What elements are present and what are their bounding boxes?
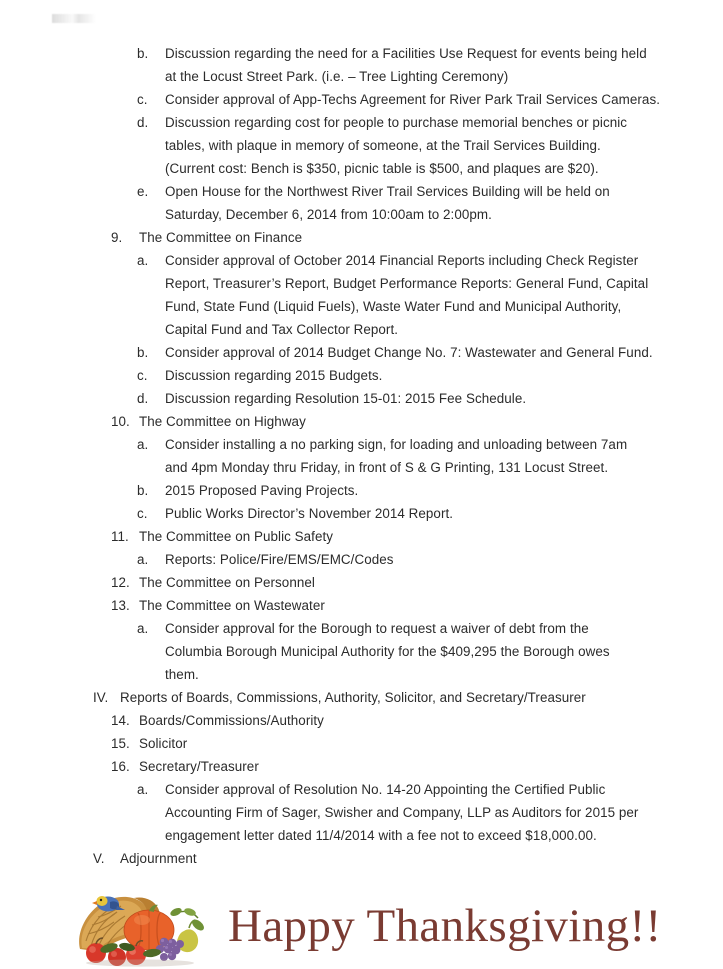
agenda-item-text [165, 42, 723, 88]
agenda-item [0, 755, 723, 778]
agenda-item-marker: 10. [111, 414, 130, 429]
agenda-item-text [165, 180, 723, 226]
agenda-item-text [165, 548, 723, 571]
agenda-item-text [139, 525, 723, 548]
agenda-item-marker: 14. [111, 713, 130, 728]
agenda-item-text [165, 249, 723, 341]
agenda-item-line: Discussion regarding 2015 Budgets. [165, 368, 383, 383]
agenda-item [0, 778, 723, 847]
agenda-item-line: Public Works Director’s November 2014 Report. [165, 506, 454, 521]
agenda-item [0, 525, 723, 548]
agenda-item-marker: a. [137, 437, 149, 452]
agenda-item-line: Reports of Boards, Commissions, Authority, Solicitor, and Secretary/Treasurer [120, 690, 586, 705]
agenda-item-line: Accounting Firm of Sager, Swisher and Company, LLP as Auditors for 2015 per [165, 805, 639, 820]
agenda-item-text [165, 778, 723, 847]
agenda-item-marker: V. [93, 851, 105, 866]
agenda-item-line: 2015 Proposed Paving Projects. [165, 483, 359, 498]
agenda-item-text [139, 594, 723, 617]
thanksgiving-banner [0, 884, 723, 969]
agenda-item-marker: 12. [111, 575, 130, 590]
agenda-item-line: Consider approval of 2014 Budget Change No. 7: Wastewater and General Fund. [165, 345, 653, 360]
agenda-item-line: Secretary/Treasurer [139, 759, 259, 774]
agenda-item-marker: 13. [111, 598, 130, 613]
agenda-item-marker: a. [137, 552, 149, 567]
agenda-item-line: The Committee on Finance [139, 230, 303, 245]
agenda-item-line: Discussion regarding cost for people to purchase memorial benches or picnic [165, 115, 628, 130]
agenda-item-marker: c. [137, 92, 148, 107]
agenda-item-marker: c. [137, 368, 148, 383]
agenda-item-line: Consider approval of October 2014 Financial Reports including Check Register [165, 253, 639, 268]
agenda-item [0, 686, 723, 709]
agenda-item-line: Consider approval of App-Techs Agreement for River Park Trail Services Cameras. [165, 92, 660, 107]
agenda-item-line: at the Locust Street Park. (i.e. – Tree Lighting Ceremony) [165, 69, 509, 84]
agenda-item-text [165, 479, 723, 502]
agenda-item [0, 180, 723, 226]
agenda-item [0, 341, 723, 364]
agenda-item [0, 617, 723, 686]
agenda-item-line: The Committee on Personnel [139, 575, 315, 590]
agenda-item-line: Consider approval of Resolution No. 14-20 Appointing the Certified Public [165, 782, 606, 797]
agenda-item-text [165, 88, 723, 111]
agenda-item-line: Reports: Police/Fire/EMS/EMC/Codes [165, 552, 394, 567]
agenda-item [0, 249, 723, 341]
agenda-item-line: Report, Treasurer’s Report, Budget Performance Reports: General Fund, Capital [165, 276, 649, 291]
agenda-item-text [139, 410, 723, 433]
agenda-item-text [165, 341, 723, 364]
agenda-item-line: Columbia Borough Municipal Authority for the $409,295 the Borough owes [165, 644, 610, 659]
agenda-item [0, 502, 723, 525]
agenda-item [0, 479, 723, 502]
agenda-item-line: Open House for the Northwest River Trail Services Building will be held on [165, 184, 610, 199]
agenda-item [0, 709, 723, 732]
agenda-item-text [139, 732, 723, 755]
agenda-item-marker: e. [137, 184, 149, 199]
agenda-item-marker: b. [137, 483, 149, 498]
agenda-item [0, 548, 723, 571]
agenda-item-marker: d. [137, 115, 149, 130]
agenda-item [0, 571, 723, 594]
agenda-item [0, 88, 723, 111]
agenda-item-line: Discussion regarding the need for a Facilities Use Request for events being held [165, 46, 647, 61]
agenda-item [0, 42, 723, 88]
agenda-item-line: The Committee on Wastewater [139, 598, 325, 613]
agenda-item [0, 594, 723, 617]
agenda-item-text [139, 226, 723, 249]
agenda-item-text [139, 571, 723, 594]
agenda-item-line: engagement letter dated 11/4/2014 with a fee not to exceed $18,000.00. [165, 828, 597, 843]
agenda-item-line: Boards/Commissions/Authority [139, 713, 324, 728]
agenda-item [0, 387, 723, 410]
agenda-item [0, 410, 723, 433]
agenda-item-line: Adjournment [120, 851, 197, 866]
agenda-item-line: Solicitor [139, 736, 188, 751]
agenda-item-text [165, 502, 723, 525]
agenda-item-line: them. [165, 667, 199, 682]
agenda-item [0, 732, 723, 755]
agenda-item-text [165, 111, 723, 180]
agenda-item [0, 433, 723, 479]
agenda-item-line: Capital Fund and Tax Collector Report. [165, 322, 399, 337]
agenda-item-line: The Committee on Highway [139, 414, 306, 429]
agenda-item-marker: 9. [111, 230, 123, 245]
agenda-item-marker: b. [137, 46, 149, 61]
agenda-item-text [120, 847, 723, 870]
agenda-item-marker: a. [137, 782, 149, 797]
agenda-item-text [120, 686, 723, 709]
agenda-item-marker: 11. [111, 529, 129, 544]
agenda-item-line: and 4pm Monday thru Friday, in front of S & G Printing, 131 Locust Street. [165, 460, 609, 475]
agenda-item [0, 111, 723, 180]
agenda-item-marker: 16. [111, 759, 130, 774]
agenda-item-text [165, 433, 723, 479]
agenda-item-marker: IV. [93, 690, 109, 705]
agenda-item-line: Consider approval for the Borough to request a waiver of debt from the [165, 621, 589, 636]
agenda-item-line: Fund, State Fund (Liquid Fuels), Waste Water Fund and Municipal Authority, [165, 299, 622, 314]
agenda-item-marker: c. [137, 506, 148, 521]
agenda-item-line: Discussion regarding Resolution 15-01: 2015 Fee Schedule. [165, 391, 527, 406]
thanksgiving-greeting: Happy Thanksgiving!! [228, 900, 662, 952]
agenda-item-line: The Committee on Public Safety [139, 529, 334, 544]
agenda-item-text [165, 364, 723, 387]
agenda-item-line: Saturday, December 6, 2014 from 10:00am to 2:00pm. [165, 207, 492, 222]
cornucopia-icon [72, 887, 218, 967]
agenda-item-text [165, 387, 723, 410]
agenda-item-marker: 15. [111, 736, 130, 751]
agenda-item-text [139, 755, 723, 778]
agenda-item [0, 364, 723, 387]
agenda-item-marker: b. [137, 345, 149, 360]
agenda-item-text [139, 709, 723, 732]
agenda-item [0, 847, 723, 870]
agenda-item-line: (Current cost: Bench is $350, picnic table is $500, and plaques are $20). [165, 161, 599, 176]
agenda-item-marker: a. [137, 253, 149, 268]
agenda-item-marker: d. [137, 391, 149, 406]
agenda-item [0, 226, 723, 249]
agenda-item-line: Consider installing a no parking sign, for loading and unloading between 7am [165, 437, 628, 452]
agenda-item-marker: a. [137, 621, 149, 636]
agenda-item-text [165, 617, 723, 686]
agenda-item-line: tables, with plaque in memory of someone, at the Trail Services Building. [165, 138, 601, 153]
